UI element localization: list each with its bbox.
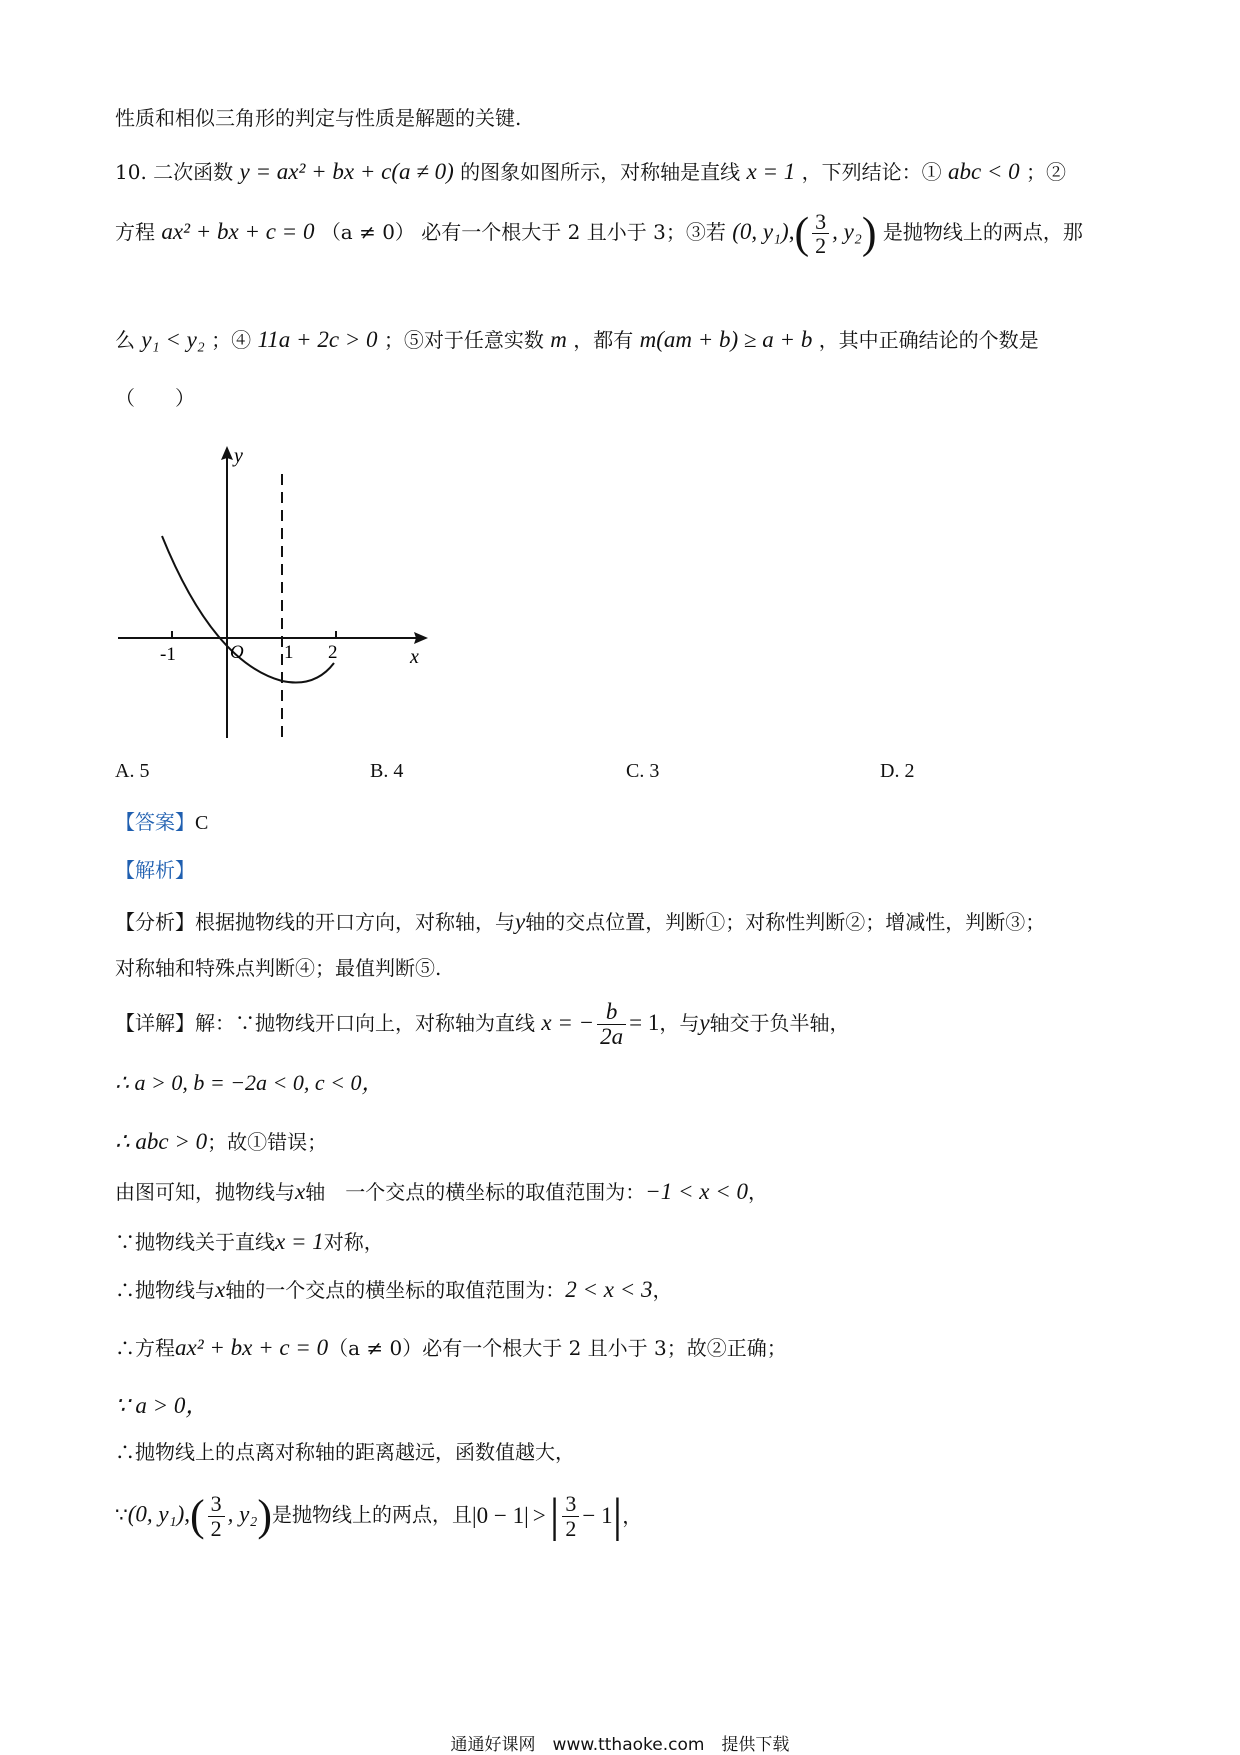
- fenxi-tag: 【分析】: [115, 910, 195, 934]
- parabola-graph: [110, 438, 440, 748]
- step-6: ∴方程ax² + bx + c = 0（a ≠ 0）必有一个根大于 2 且小于 3；故②正确；: [115, 1335, 787, 1360]
- tick-label-2: 2: [328, 642, 338, 663]
- question-text: ；④: [211, 328, 252, 352]
- fenxi-line-1: 【分析】根据抛物线的开口方向，对称轴，与y轴的交点位置，判断①；对称性判断②；增减性，判断③；: [115, 909, 1046, 934]
- axis-equation: x = 1: [746, 159, 796, 184]
- step-4: ∵抛物线关于直线x = 1对称，: [115, 1229, 384, 1254]
- option-c: C. 3: [626, 760, 660, 782]
- detail-tag: 【详解】: [115, 1011, 195, 1036]
- point-1: (0, y₁): [732, 219, 789, 245]
- intro-line: 性质和相似三角形的判定与性质是解题的关键.: [115, 106, 522, 130]
- step-7: ∵ a > 0，: [115, 1393, 209, 1418]
- tick-label-neg1: -1: [160, 644, 176, 665]
- step-5: ∴抛物线与x轴的一个交点的横坐标的取值范围为：2 < x < 3，: [115, 1277, 673, 1302]
- conclusion-5: m(am + b) ≥ a + b: [639, 327, 813, 352]
- option-b: B. 4: [370, 760, 404, 782]
- fraction: $\frac{3}{2}$: [812, 210, 829, 257]
- question-text: 是抛物线上的两点，那: [882, 220, 1083, 245]
- equation: ax² + bx + c = 0: [161, 219, 315, 245]
- question-line-2: 方程 ax² + bx + c = 0 （a ≠ 0） 必有一个根大于 2 且小于 3；③若 (0, y₁),( $\frac{3}{2}$ , y₂) 是抛物线上的两点，那: [115, 208, 1083, 259]
- question-text: ，下列结论：①: [801, 160, 942, 184]
- question-text: ；⑤对于任意实数: [383, 328, 544, 352]
- question-text: ，其中正确结论的个数是: [818, 328, 1039, 352]
- option-d: D. 2: [880, 760, 915, 782]
- condition: （a ≠ 0）: [320, 220, 415, 245]
- origin-label: O: [230, 642, 244, 663]
- page-footer: 通通好课网 www.tthaoke.com 提供下载: [450, 1735, 790, 1755]
- parabola-curve: [162, 536, 334, 683]
- answer-tag: 【答案】: [115, 810, 195, 834]
- question-text: 必有一个根大于 2 且小于 3；③若: [421, 220, 726, 245]
- step-8: ∴抛物线上的点离对称轴的距离越远，函数值越大，: [115, 1440, 575, 1464]
- x-axis-label: x: [410, 646, 419, 668]
- conclusion-3: y₁ < y₂: [141, 327, 205, 352]
- fenxi-line-2: 对称轴和特殊点判断④；最值判断⑤.: [115, 956, 442, 980]
- answer-line: [115, 810, 208, 835]
- step-3: 由图可知，抛物线与x轴 一个交点的横坐标的取值范围为：−1 < x < 0，: [115, 1179, 768, 1204]
- question-line-3: [115, 326, 1039, 354]
- question-text: 二次函数: [153, 160, 234, 184]
- question-text: ，都有: [573, 328, 634, 352]
- conclusion-4: 11a + 2c > 0: [257, 327, 378, 352]
- question-text: 么: [115, 328, 135, 352]
- step-9: ∵(0, y₁),( $\frac{3}{2}$ , y₂)是抛物线上的两点，且|0 − 1| >| $\frac{3}{2}$ − 1|，: [115, 1489, 643, 1542]
- question-text: ；②: [1026, 160, 1067, 184]
- answer-value: C: [195, 812, 209, 834]
- question-text: 的图象如图所示，对称轴是直线: [460, 160, 741, 184]
- question-text: 方程: [115, 220, 155, 245]
- answer-parentheses: （ ）: [115, 386, 195, 410]
- point-2-rest: , y₂: [832, 219, 862, 245]
- y-axis-label: y: [234, 445, 243, 467]
- step-1: ∴ a > 0, b = −2a < 0, c < 0，: [115, 1070, 384, 1095]
- question-number: 10.: [115, 160, 147, 184]
- analysis-tag: 【解析】: [115, 858, 195, 882]
- variable-m: m: [550, 327, 567, 352]
- tick-label-1: 1: [284, 642, 294, 663]
- option-a: A. 5: [115, 760, 150, 782]
- step-2: ∴ abc > 0；故①错误；: [115, 1129, 328, 1154]
- x-axis-arrow: [414, 632, 428, 644]
- detail-line: 【详解】解：∵抛物线开口向上，对称轴为直线 x = − $\frac{b}{2a}$ = 1，与y轴交于负半轴，: [115, 999, 850, 1050]
- conclusion-1: abc < 0: [947, 159, 1020, 184]
- function-expression: y = ax² + bx + c(a ≠ 0): [239, 159, 454, 184]
- y-axis-arrow: [221, 446, 233, 460]
- question-line-1: [115, 158, 1066, 186]
- fraction-b-2a: $\frac{b}{2a}$: [597, 1000, 626, 1049]
